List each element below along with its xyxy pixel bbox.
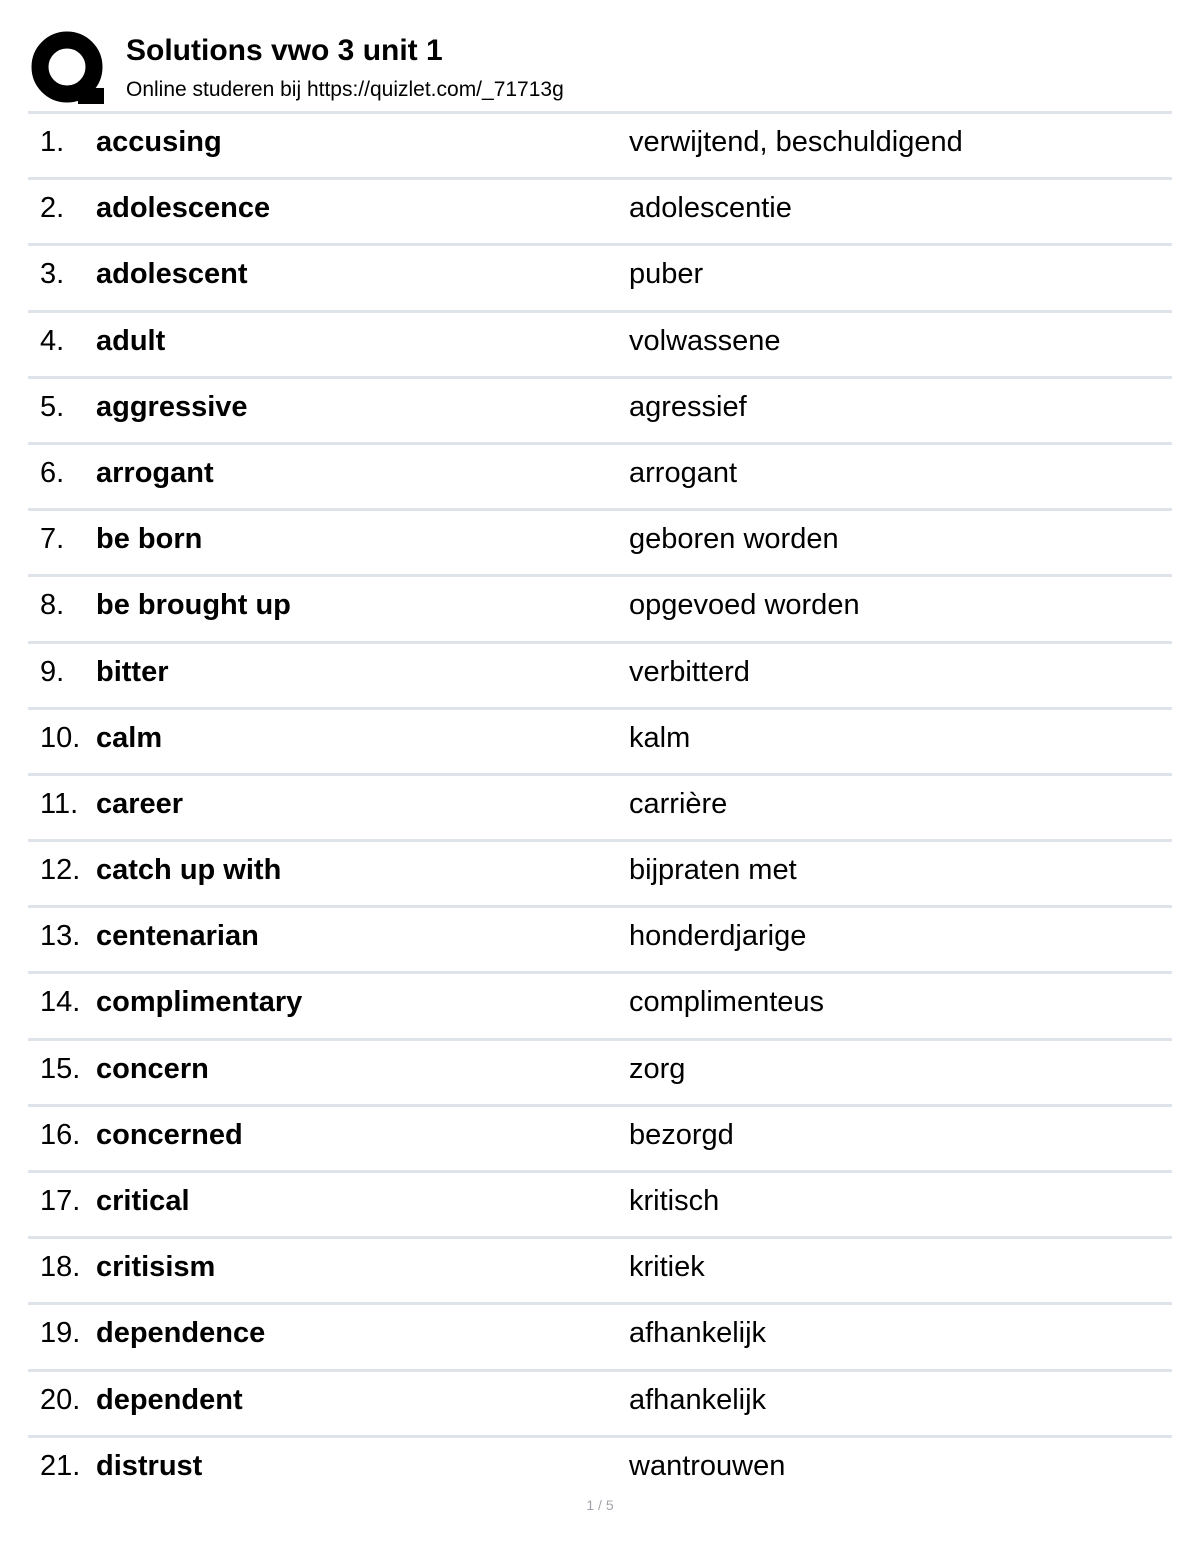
item-number: 9. [40, 655, 65, 688]
item-number: 12. [40, 854, 81, 887]
vocab-row [28, 246, 1172, 312]
definition-text: puber [629, 258, 704, 291]
term-text: career [96, 787, 184, 820]
vocab-row [28, 180, 1172, 246]
term-text: catch up with [96, 854, 282, 887]
item-number: 20. [40, 1383, 81, 1416]
definition-text: agressief [629, 390, 747, 423]
vocab-row [28, 1173, 1172, 1239]
term-text: critisism [96, 1251, 216, 1284]
item-number: 21. [40, 1449, 81, 1482]
definition-text: bezorgd [629, 1118, 734, 1151]
item-number: 11. [40, 787, 79, 820]
definition-text: wantrouwen [629, 1449, 786, 1482]
vocab-row [28, 1305, 1172, 1371]
definition-text: volwassene [629, 324, 781, 357]
item-number: 16. [40, 1118, 81, 1151]
term-text: concerned [96, 1118, 243, 1151]
vocab-row [28, 842, 1172, 908]
term-text: be born [96, 523, 203, 556]
definition-text: kalm [629, 721, 691, 754]
item-number: 17. [40, 1185, 81, 1217]
definition-text: bijpraten met [629, 854, 797, 887]
definition-text: complimenteus [629, 986, 825, 1019]
term-text: be brought up [96, 589, 291, 622]
vocab-row [28, 710, 1172, 776]
term-text: arrogant [96, 456, 214, 489]
definition-text: adolescentie [629, 192, 792, 225]
definition-text: honderdjarige [629, 920, 807, 953]
document-subtitle: Online studeren bij https://quizlet.com/_71713g [126, 78, 564, 101]
definition-text: kritisch [629, 1185, 720, 1217]
vocab-row [28, 313, 1172, 379]
vocab-row [28, 644, 1172, 710]
definition-text: afhankelijk [629, 1317, 767, 1350]
term-text: bitter [96, 655, 169, 688]
vocab-row [28, 974, 1172, 1040]
vocab-row [28, 1107, 1172, 1173]
item-number: 8. [40, 589, 65, 622]
item-number: 7. [40, 523, 65, 556]
term-text: aggressive [96, 390, 248, 423]
vocab-row [28, 1438, 1172, 1501]
definition-text: afhankelijk [629, 1383, 767, 1416]
vocab-row [28, 1372, 1172, 1438]
definition-text: carrière [629, 787, 728, 820]
vocabulary-list [28, 114, 1172, 1501]
item-number: 1. [40, 126, 65, 158]
term-text: dependent [96, 1383, 243, 1416]
item-number: 15. [40, 1052, 81, 1085]
document-header [30, 28, 1172, 108]
page-number: 1 / 5 [586, 1497, 614, 1513]
term-text: calm [96, 721, 163, 754]
definition-text: geboren worden [629, 523, 839, 556]
vocab-row [28, 445, 1172, 511]
definition-text: arrogant [629, 456, 738, 489]
document-title: Solutions vwo 3 unit 1 [126, 34, 443, 67]
definition-text: opgevoed worden [629, 589, 860, 622]
term-text: distrust [96, 1449, 203, 1482]
item-number: 4. [40, 324, 65, 357]
item-number: 10. [40, 721, 81, 754]
definition-text: zorg [629, 1052, 686, 1085]
vocab-row [28, 379, 1172, 445]
item-number: 2. [40, 192, 65, 225]
item-number: 18. [40, 1251, 81, 1284]
item-number: 5. [40, 390, 65, 423]
term-text: critical [96, 1185, 190, 1217]
definition-text: verwijtend, beschuldigend [629, 126, 963, 158]
vocab-row [28, 511, 1172, 577]
item-number: 19. [40, 1317, 81, 1350]
term-text: dependence [96, 1317, 266, 1350]
vocab-row [28, 114, 1172, 180]
term-text: centenarian [96, 920, 259, 953]
item-number: 14. [40, 986, 81, 1019]
term-text: complimentary [96, 986, 303, 1019]
item-number: 13. [40, 920, 81, 953]
quizlet-logo-icon [30, 30, 108, 108]
vocab-row [28, 776, 1172, 842]
vocab-row [28, 1239, 1172, 1305]
item-number: 6. [40, 456, 65, 489]
vocab-row [28, 1041, 1172, 1107]
item-number: 3. [40, 258, 65, 291]
term-text: accusing [96, 126, 222, 158]
definition-text: kritiek [629, 1251, 705, 1284]
term-text: adolescence [96, 192, 271, 225]
definition-text: verbitterd [629, 655, 750, 688]
term-text: adolescent [96, 258, 248, 291]
term-text: adult [96, 324, 166, 357]
vocab-row [28, 577, 1172, 643]
vocab-row [28, 908, 1172, 974]
term-text: concern [96, 1052, 209, 1085]
